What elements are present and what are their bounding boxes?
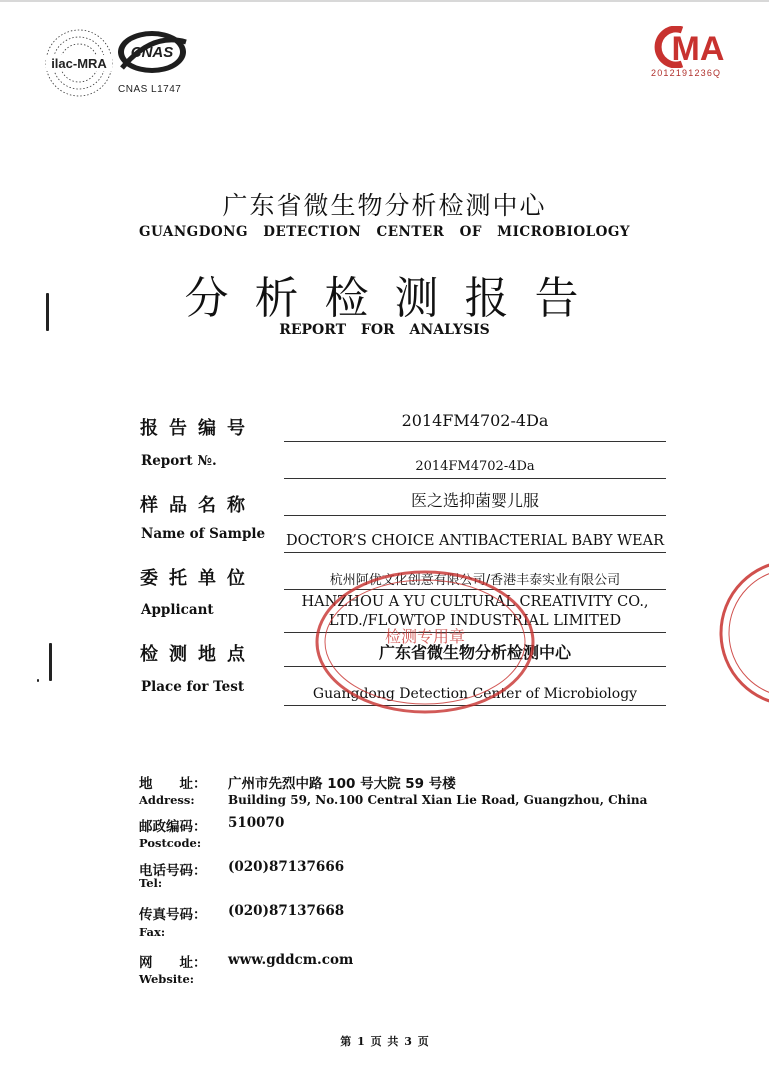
cma-logo — [652, 26, 728, 68]
report-no-rule — [284, 441, 666, 442]
place-rule-en — [284, 705, 666, 706]
report-no-rule-en — [284, 478, 666, 479]
postcode-label-en: Postcode: — [139, 836, 202, 850]
page-top-border — [0, 0, 769, 2]
place-rule-cn — [284, 666, 666, 667]
sample-label-en: Name of Sample — [141, 526, 266, 542]
place-value-en: Guangdong Detection Center of Microbiology — [312, 686, 638, 702]
applicant-rule-en — [284, 632, 666, 633]
postcode-value: 510070 — [228, 815, 285, 831]
website-label-cn: 网 址： — [139, 955, 207, 971]
sample-value-cn: 医之选抑菌婴儿服 — [410, 491, 539, 510]
tel-label-cn: 电话号码： — [139, 863, 207, 879]
organization-title-en: GUANGDONG DETECTION CENTER OF MICROBIOLOGY — [138, 224, 631, 240]
applicant-value-cn: 杭州阿优文化创意有限公司/香港丰泰实业有限公司 — [329, 573, 621, 588]
scan-mark — [46, 293, 49, 331]
website-label-en: Website: — [139, 972, 195, 986]
organization-title-cn: 广东省微生物分析检测中心 — [222, 191, 547, 220]
fax-label-cn: 传真号码： — [139, 907, 207, 923]
applicant-rule-cn — [284, 589, 666, 590]
report-no-label-en: Report №. — [141, 453, 217, 469]
sample-rule-cn — [284, 515, 666, 516]
fax-label-en: Fax: — [139, 925, 166, 939]
page-number: 第 1 页 共 3 页 — [340, 1035, 429, 1048]
applicant-value-en-line2: LTD./FLOWTOP INDUSTRIAL LIMITED — [328, 613, 622, 629]
tel-value: (020)87137666 — [228, 859, 345, 875]
cnas-accreditation-number: CNAS L1747 — [118, 84, 182, 95]
sample-rule-en — [284, 552, 666, 553]
partial-seal-stamp — [718, 548, 769, 718]
report-title-en: REPORT FOR ANALYSIS — [279, 322, 490, 338]
sample-value-en: DOCTOR’S CHOICE ANTIBACTERIAL BABY WEAR — [285, 533, 665, 549]
svg-text:CNAS: CNAS — [130, 44, 174, 61]
cma-certificate-number: 2012191236Q — [651, 68, 722, 78]
report-no-value-en: 2014FM4702-4Da — [415, 459, 535, 474]
applicant-label-en: Applicant — [141, 602, 214, 618]
place-label-en: Place for Test — [141, 679, 245, 695]
address-label-en: Address: — [139, 793, 195, 807]
postcode-label-cn: 邮政编码： — [139, 819, 207, 835]
address-value-en: Building 59, No.100 Central Xian Lie Road, Guangzhou, China — [228, 793, 648, 807]
place-value-cn: 广东省微生物分析检测中心 — [378, 643, 571, 662]
applicant-value-en-line1: HANZHOU A YU CULTURAL CREATIVITY CO., — [301, 594, 649, 610]
ilac-mra-logo — [42, 26, 116, 100]
cnas-logo — [112, 24, 192, 82]
address-label-cn: 地 址： — [139, 776, 207, 792]
place-label-cn: 检测地点 — [140, 644, 256, 665]
fax-value: (020)87137668 — [228, 903, 345, 919]
scan-mark — [49, 643, 52, 681]
report-no-label-cn: 报告编号 — [140, 418, 256, 439]
sample-label-cn: 样品名称 — [140, 495, 256, 516]
scan-mark — [37, 679, 39, 682]
tel-label-en: Tel: — [139, 876, 163, 890]
svg-text:ilac-MRA: ilac-MRA — [51, 56, 107, 71]
report-no-value: 2014FM4702-4Da — [401, 411, 549, 430]
report-title-cn: 分析检测报告 — [184, 273, 605, 324]
svg-text:检测专用章: 检测专用章 — [384, 627, 466, 646]
address-value-cn: 广州市先烈中路 100 号大院 59 号楼 — [228, 776, 456, 792]
applicant-label-cn: 委托单位 — [140, 568, 256, 589]
svg-text:MA: MA — [671, 30, 725, 68]
website-value: www.gddcm.com — [228, 952, 354, 968]
